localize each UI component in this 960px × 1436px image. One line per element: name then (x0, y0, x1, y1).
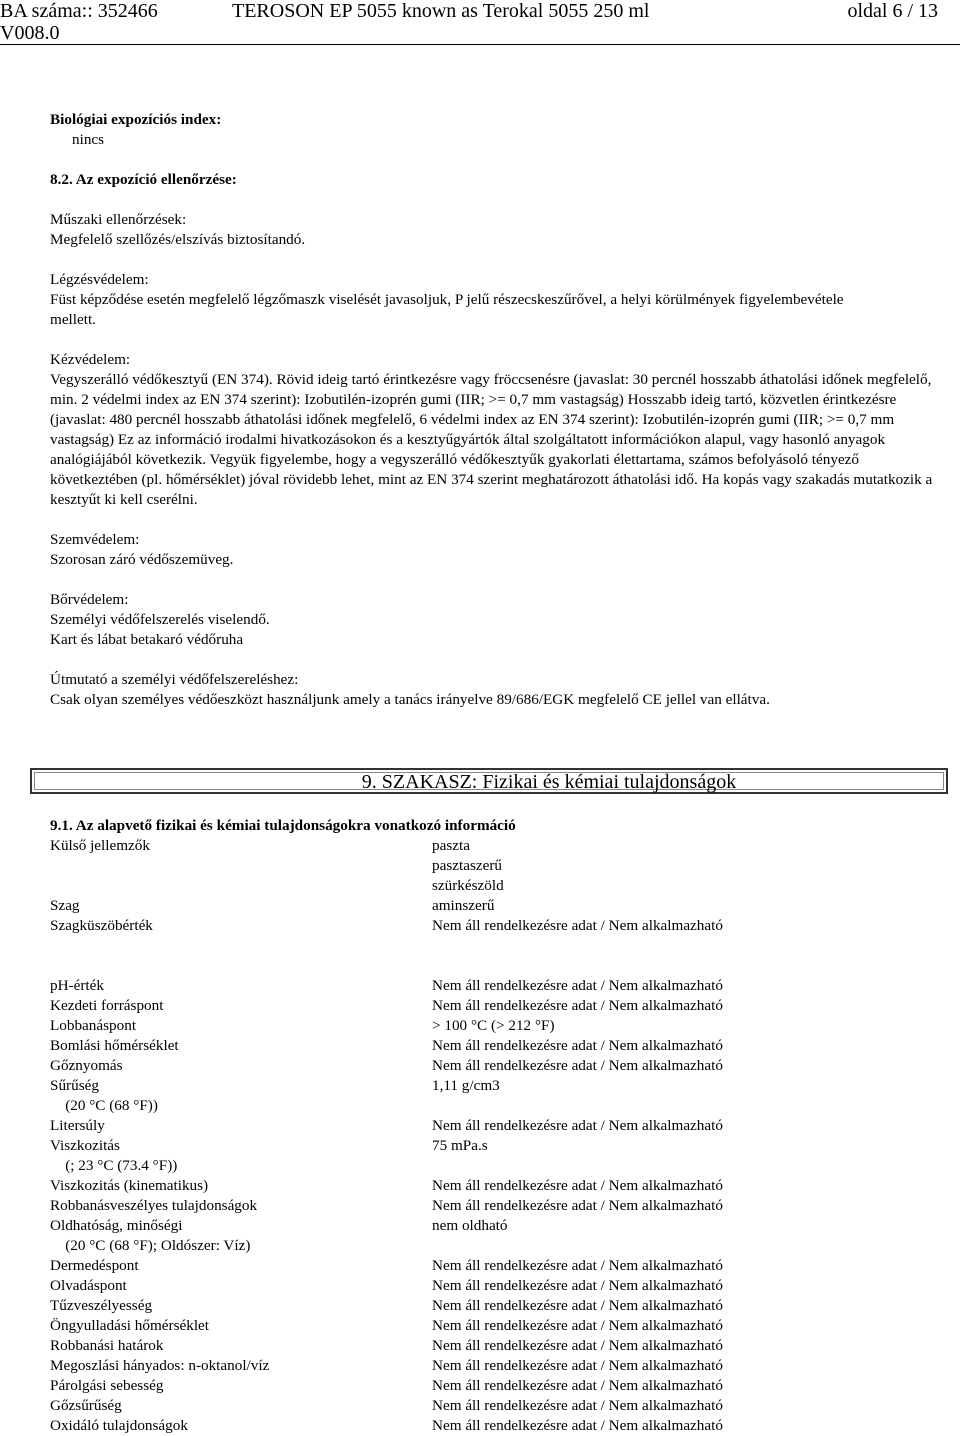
property-value: szürkészöld (432, 877, 504, 894)
property-value: Nem áll rendelkezésre adat / Nem alkalmazható (432, 1037, 723, 1054)
property-value: Nem áll rendelkezésre adat / Nem alkalmazható (432, 1117, 723, 1134)
property-label: Viszkozitás (kinematikus) (50, 1177, 209, 1194)
property-label: (20 °C (68 °F)) (50, 1097, 158, 1114)
property-value: Nem áll rendelkezésre adat / Nem alkalmazható (432, 977, 723, 994)
property-label: Robbanásveszélyes tulajdonságok (50, 1197, 258, 1214)
product-name: TEROSON EP 5055 known as Terokal 5055 250 ml (232, 0, 650, 22)
property-value: aminszerű (432, 897, 495, 914)
property-row (50, 1176, 940, 1196)
property-value: Nem áll rendelkezésre adat / Nem alkalmazható (432, 1057, 723, 1074)
property-label: Öngyulladási hőmérséklet (50, 1317, 210, 1334)
property-value: Nem áll rendelkezésre adat / Nem alkalmazható (432, 1377, 723, 1394)
property-label: Kezdeti forráspont (50, 997, 164, 1014)
property-row (50, 1296, 940, 1316)
property-value: Nem áll rendelkezésre adat / Nem alkalmazható (432, 1317, 723, 1334)
property-label: Szagküszöbérték (50, 917, 153, 934)
property-label: Gőzsűrűség (50, 1397, 122, 1414)
property-label: Párolgási sebesség (50, 1377, 164, 1394)
property-label: Lobbanáspont (50, 1017, 137, 1034)
property-label: Gőznyomás (50, 1057, 123, 1074)
property-row (50, 1396, 940, 1416)
property-value: 1,11 g/cm3 (432, 1077, 500, 1094)
property-row (50, 836, 940, 856)
hand-label: Kézvédelem: (50, 351, 131, 368)
property-value: Nem áll rendelkezésre adat / Nem alkalmazható (432, 1177, 723, 1194)
property-label: Külső jellemzők (50, 837, 150, 854)
hand-text: Vegyszerálló védőkesztyű (EN 374). Rövid ideig tartó érintkezésre vagy fröccsenésre (javaslat: 30 percnél hosszabb áthatolási időnek megfelelő, min. 2 védelmi index az EN 374 szerint): Izobutilén-izoprén gumi (IIR; >= 0,7 mm vastagság) Hosszabb ideig tartó, közvetlen érintkezésre (javaslat: 480 percnél hosszabb áthatolási időnek megfelelő, 6 védelmi index az EN 374 szerint): Izobutilén-izoprén gumi (IIR; >= 0,7 mm vastagság) Ez az információ irodalmi hivatkozásokon és a kesztyűgyártók által szolgáltatott információkon alapul, vagy hasonló anyagok analógiájából következik. Vegyük figyelembe, hogy a vegyszerálló védőkesztyűk gyakorlati élettartama, számos befolyásoló tényező következtében (pl. hőmérséklet) jóval rövidebb lehet, mint az EN 374 szerint meghatározott áthatolási idő. Ha kopás vagy szakadás mutatkozik a kesztyűt ki kell cserélni. (50, 371, 933, 508)
property-row (50, 916, 940, 936)
version-number: V008.0 (0, 22, 60, 44)
property-row (50, 1236, 940, 1256)
technical-text: Megfelelő szellőzés/elszívás biztosítandó. (50, 231, 306, 248)
property-value: paszta (432, 837, 470, 854)
property-label: Bomlási hőmérséklet (50, 1037, 179, 1054)
property-row (50, 876, 940, 896)
property-row (50, 976, 940, 996)
property-value: Nem áll rendelkezésre adat / Nem alkalmazható (432, 1197, 723, 1214)
section-9-title: 9. SZAKASZ: Fizikai és kémiai tulajdonságok (361, 771, 737, 793)
property-label: Litersúly (50, 1117, 105, 1134)
page-header (0, 0, 960, 45)
property-row (50, 1376, 940, 1396)
property-label: Megoszlási hányados: n-oktanol/víz (50, 1357, 270, 1374)
skin-text-2: Kart és lábat betakaró védőruha (50, 631, 244, 648)
property-row (50, 1416, 940, 1436)
property-label: Szag (50, 897, 80, 914)
property-label: Olvadáspont (50, 1277, 127, 1294)
property-label: Viszkozitás (50, 1137, 120, 1154)
property-row (50, 1096, 940, 1116)
property-value: pasztaszerű (432, 857, 502, 874)
property-row (50, 1356, 940, 1376)
property-row (50, 996, 940, 1016)
property-row (50, 1016, 940, 1036)
guide-text: Csak olyan személyes védőeszközt használjunk amely a tanács irányelve 89/686/EGK megfelelő CE jellel van ellátva. (50, 691, 770, 708)
property-label: pH-érték (50, 977, 104, 994)
property-row (50, 1076, 940, 1096)
property-value: Nem áll rendelkezésre adat / Nem alkalmazható (432, 1277, 723, 1294)
property-label: Robbanási határok (50, 1337, 164, 1354)
property-row (50, 1136, 940, 1156)
page-number: oldal 6 / 13 (847, 0, 938, 22)
bio-index-label: Biológiai expozíciós index: (50, 111, 222, 128)
property-label: Oxidáló tulajdonságok (50, 1417, 188, 1434)
respiratory-text: Füst képződése esetén megfelelő légzőmaszk viselését javasoljuk, P jelű részecskeszűrővel, a helyi körülmények figyelembevétele mellett. (50, 291, 844, 328)
property-value: Nem áll rendelkezésre adat / Nem alkalmazható (432, 997, 723, 1014)
bio-index-value: nincs (72, 131, 105, 148)
property-row (50, 1316, 940, 1336)
property-label: Tűzveszélyesség (50, 1297, 153, 1314)
guide-label: Útmutató a személyi védőfelszereléshez: (50, 671, 299, 688)
section-9-header-bar (30, 768, 948, 794)
property-row (50, 1216, 940, 1236)
property-row (50, 936, 940, 956)
property-row (50, 1036, 940, 1056)
property-value: nem oldható (432, 1217, 508, 1234)
respiratory-label: Légzésvédelem: (50, 271, 149, 288)
property-row (50, 856, 940, 876)
property-row (50, 896, 940, 916)
property-value: Nem áll rendelkezésre adat / Nem alkalmazható (432, 1297, 723, 1314)
property-row (50, 1336, 940, 1356)
property-value: Nem áll rendelkezésre adat / Nem alkalmazható (432, 1397, 723, 1414)
section-8-content (50, 110, 940, 710)
property-value: Nem áll rendelkezésre adat / Nem alkalmazható (432, 917, 723, 934)
properties-subheading: 9.1. Az alapvető fizikai és kémiai tulajdonságokra vonatkozó információ (50, 817, 516, 834)
property-value: Nem áll rendelkezésre adat / Nem alkalmazható (432, 1257, 723, 1274)
exposure-heading: 8.2. Az expozíció ellenőrzése: (50, 171, 237, 188)
eye-text: Szorosan záró védőszemüveg. (50, 551, 234, 568)
property-row (50, 1276, 940, 1296)
skin-label: Bőrvédelem: (50, 591, 129, 608)
eye-label: Szemvédelem: (50, 531, 140, 548)
property-row (50, 1256, 940, 1276)
property-label: Dermedéspont (50, 1257, 139, 1274)
property-row (50, 1056, 940, 1076)
property-value: 75 mPa.s (432, 1137, 488, 1154)
document-number: BA száma:: 352466 (0, 0, 158, 22)
property-row (50, 956, 940, 976)
property-value: Nem áll rendelkezésre adat / Nem alkalmazható (432, 1357, 723, 1374)
property-label: Sűrűség (50, 1077, 99, 1094)
technical-label: Műszaki ellenőrzések: (50, 211, 187, 228)
property-row (50, 1196, 940, 1216)
property-label: (; 23 °C (73.4 °F)) (50, 1157, 178, 1174)
property-value: > 100 °C (> 212 °F) (432, 1017, 555, 1034)
skin-text-1: Személyi védőfelszerelés viselendő. (50, 611, 270, 628)
property-label: Oldhatóság, minőségi (50, 1217, 183, 1234)
property-value: Nem áll rendelkezésre adat / Nem alkalmazható (432, 1417, 723, 1434)
property-value: Nem áll rendelkezésre adat / Nem alkalmazható (432, 1337, 723, 1354)
properties-table (50, 816, 940, 1436)
property-row (50, 1156, 940, 1176)
property-row (50, 1116, 940, 1136)
property-label: (20 °C (68 °F); Oldószer: Víz) (50, 1237, 251, 1254)
